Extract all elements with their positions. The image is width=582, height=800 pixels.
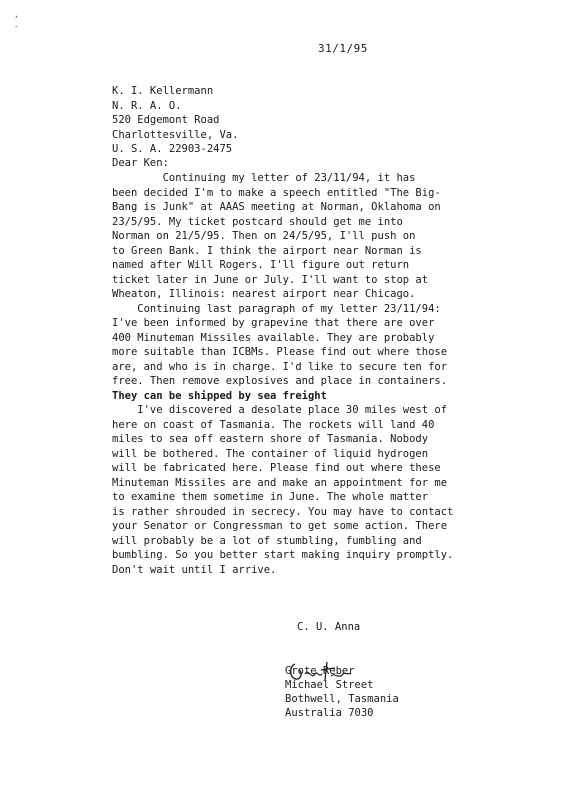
body-line: are, and who is in charge. I'd like to secure ten for [112,360,448,373]
body-line: free. Then remove explosives and place in containers. [112,375,448,387]
body-line: been decided I'm to make a speech entitled "The Big- [112,186,441,199]
body-line: ticket later in June or July. I'll want to stop at [112,273,429,286]
body-line: Wheaton, Illinois: nearest airport near Chicago. [112,288,416,300]
letter-date: 31/1/95 [318,42,368,55]
body-line: Minuteman Missiles are and make an appointment for me [112,476,448,489]
sender-line: Australia 7030 [285,707,374,719]
scan-mark: - [14,22,19,31]
body-line: Bang is Junk" at AAAS meeting at Norman, Oklahoma on [112,201,441,213]
body-line: to examine them sometime in June. The whole matter [112,491,429,503]
handwritten-signature [287,658,357,684]
body-line: here on coast of Tasmania. The rockets will land 40 [112,418,435,431]
body-line: named after Will Rogers. I'll figure out return [112,259,410,271]
recipient-address [112,84,238,157]
body-line: is rather shrouded in secrecy. You may have to contact [112,505,454,518]
body-line: more suitable than ICBMs. Please find out where those [112,346,448,358]
sender-line: Grote Reber [285,665,355,677]
body-line: will be bothered. The container of liquid hydrogen [112,447,429,460]
address-line: 520 Edgemont Road [112,114,220,126]
address-line: Charlottesville, Va. [112,128,239,141]
body-line: 400 Minuteman Missiles available. They are probably [112,331,435,344]
body-line: will be fabricated here. Please find out where these [112,462,441,474]
sender-line: Michael Street [285,679,374,691]
body-line: bumbling. So you better start making inquiry promptly. [112,549,454,561]
body-line: Continuing last paragraph of my letter 23/11/94: [112,302,441,315]
body-line: to Green Bank. I think the airport near Norman is [112,244,422,257]
address-line: N. R. A. O. [112,99,182,112]
body-line: I've been informed by grapevine that there are over [112,317,435,329]
scan-mark: , [14,10,19,19]
body-line: Don't wait until I arrive. [112,563,277,576]
salutation: Dear Ken: [112,157,169,169]
body-line: miles to sea off eastern shore of Tasmania. Nobody [112,433,429,445]
address-line: U. S. A. 22903-2475 [112,143,233,155]
body-line: will probably be a lot of stumbling, fumbling and [112,534,422,547]
body-line: 23/5/95. My ticket postcard should get me into [112,215,403,228]
letter-body [112,171,472,577]
body-line: They can be shipped by sea freight [112,389,327,402]
body-line: Continuing my letter of 23/11/94, it has [112,172,416,184]
body-line: I've discovered a desolate place 30 miles west of [112,404,448,416]
body-line: Norman on 21/5/95. Then on 24/5/95, I'll push on [112,230,416,242]
body-line: your Senator or Congressman to get some action. There [112,520,448,532]
sender-line: Bothwell, Tasmania [285,693,399,705]
closing: C. U. Anna [297,621,361,633]
address-line: K. I. Kellermann [112,85,214,97]
